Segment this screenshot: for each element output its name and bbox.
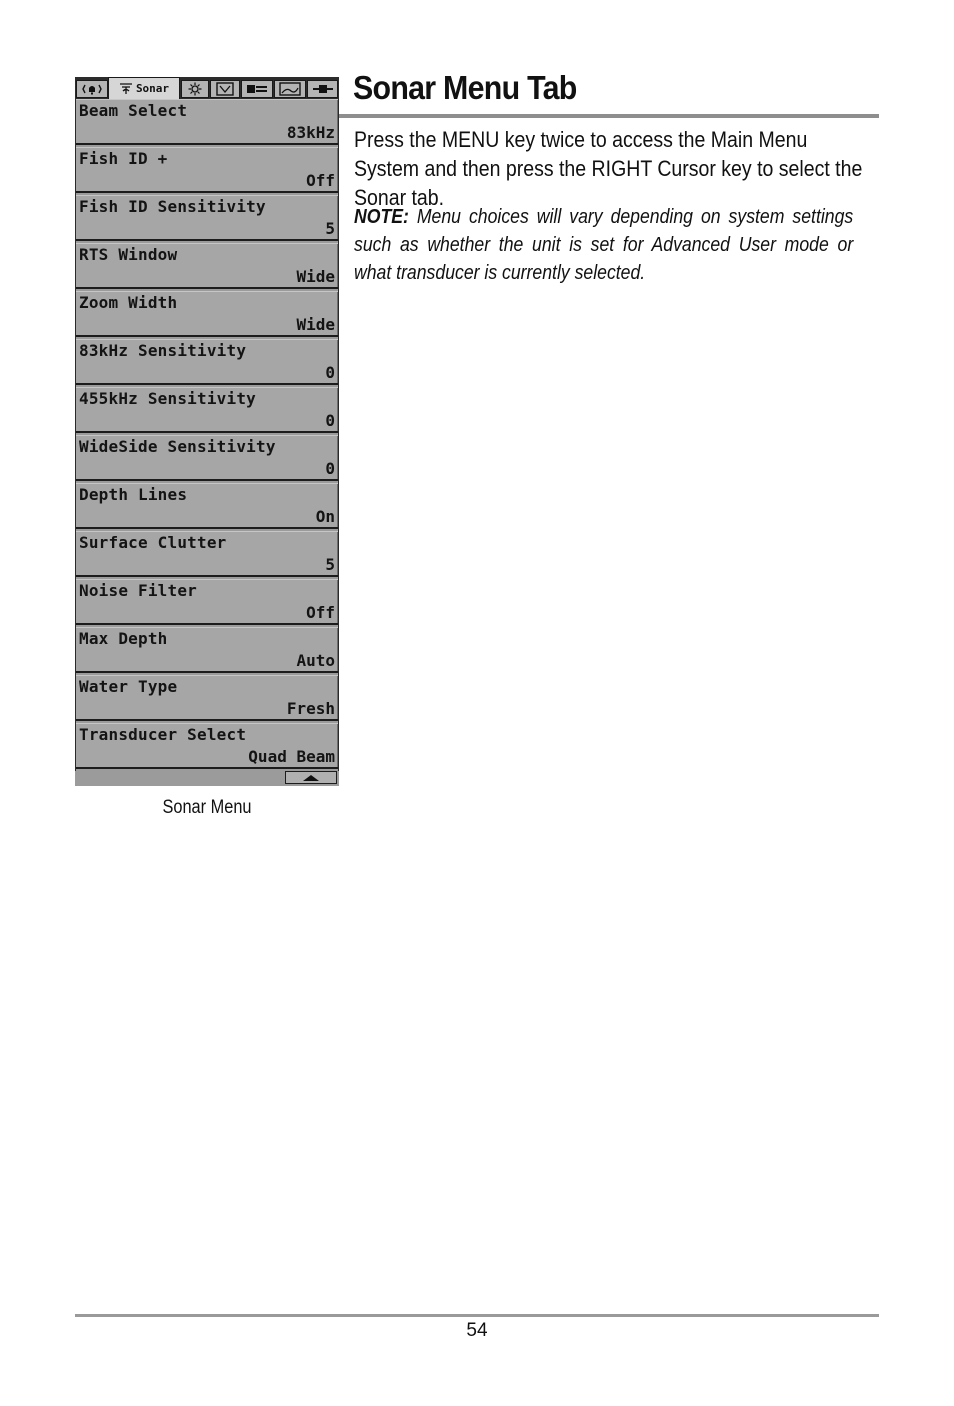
triangle-up-icon xyxy=(301,774,321,782)
menu-item-value: 5 xyxy=(325,555,335,574)
navigation-icon xyxy=(312,83,334,95)
setup-icon xyxy=(188,82,202,96)
menu-item-fish-id-plus[interactable] xyxy=(76,147,338,193)
menu-item-max-depth[interactable] xyxy=(76,627,338,673)
accessories-icon xyxy=(246,83,268,95)
menu-item-zoom-width[interactable] xyxy=(76,291,338,337)
menu-item-value: Fresh xyxy=(286,699,335,718)
menu-item-83khz-sensitivity[interactable] xyxy=(76,339,338,385)
menu-item-beam-select[interactable] xyxy=(76,99,338,145)
title-underline xyxy=(339,114,879,118)
menu-item-value: 5 xyxy=(325,219,335,238)
menu-item-value: On xyxy=(315,507,335,526)
tab-alarms[interactable] xyxy=(76,80,108,98)
sonar-menu-screenshot xyxy=(75,77,339,786)
menu-item-value: Off xyxy=(306,171,335,190)
scroll-up-button[interactable] xyxy=(285,771,337,784)
alarm-icon xyxy=(81,83,103,95)
menu-item-label: Fish ID Sensitivity xyxy=(79,197,266,216)
menu-item-wideside-sensitivity[interactable] xyxy=(76,435,338,481)
tab-views[interactable] xyxy=(210,80,240,98)
menu-item-label: Noise Filter xyxy=(79,581,197,600)
menu-item-rts-window[interactable] xyxy=(76,243,338,289)
menu-item-label: Transducer Select xyxy=(79,725,247,744)
menu-frame-right xyxy=(338,99,339,786)
menu-item-label: Water Type xyxy=(79,677,178,696)
menu-item-label: Fish ID + xyxy=(79,149,168,168)
menu-item-noise-filter[interactable] xyxy=(76,579,338,625)
section-title: Sonar Menu Tab xyxy=(353,69,577,106)
menu-item-surface-clutter[interactable] xyxy=(76,531,338,577)
menu-item-label: Beam Select xyxy=(79,101,188,120)
menu-item-label: 455kHz Sensitivity xyxy=(79,389,256,408)
menu-item-value: 0 xyxy=(325,363,335,382)
note-label: NOTE: xyxy=(354,206,409,228)
views-icon xyxy=(216,82,234,96)
tab-accessories[interactable] xyxy=(241,80,273,98)
menu-item-455khz-sensitivity[interactable] xyxy=(76,387,338,433)
menu-item-value: 0 xyxy=(325,459,335,478)
chart-icon xyxy=(279,82,301,96)
menu-item-label: 83kHz Sensitivity xyxy=(79,341,247,360)
menu-item-value: 83kHz xyxy=(286,123,335,142)
note-text: Menu choices will vary depending on system settings such as whether the unit is set for Advanced User mode or what transducer is currently selected. xyxy=(354,206,854,284)
menu-item-label: Zoom Width xyxy=(79,293,178,312)
menu-item-fish-id-sensitivity[interactable] xyxy=(76,195,338,241)
menu-item-depth-lines[interactable] xyxy=(76,483,338,529)
page-number: 54 xyxy=(466,1320,488,1341)
footer-rule xyxy=(75,1314,879,1317)
menu-tab-bar xyxy=(75,77,339,99)
menu-item-value: Auto xyxy=(296,651,335,670)
menu-item-label: RTS Window xyxy=(79,245,178,264)
menu-item-label: WideSide Sensitivity xyxy=(79,437,276,456)
figure-caption: Sonar Menu xyxy=(162,797,252,818)
menu-item-value: Wide xyxy=(296,267,335,286)
menu-item-label: Depth Lines xyxy=(79,485,188,504)
menu-item-value: Off xyxy=(306,603,335,622)
tab-setup[interactable] xyxy=(181,80,209,98)
note-paragraph xyxy=(354,203,853,287)
tab-sonar[interactable] xyxy=(108,77,180,99)
menu-item-label: Max Depth xyxy=(79,629,168,648)
sonar-icon xyxy=(119,83,133,95)
menu-item-value: Wide xyxy=(296,315,335,334)
menu-item-value: 0 xyxy=(325,411,335,430)
menu-item-water-type[interactable] xyxy=(76,675,338,721)
tab-chart[interactable] xyxy=(274,80,306,98)
tab-navigation[interactable] xyxy=(307,80,338,98)
menu-item-value: Quad Beam xyxy=(248,747,335,766)
menu-item-transducer-select[interactable] xyxy=(76,723,338,769)
tab-sonar-label: Sonar xyxy=(135,82,170,95)
menu-item-label: Surface Clutter xyxy=(79,533,227,552)
body-paragraph: Press the MENU key twice to access the Main Menu System and then press the RIGHT Cursor key to select the Sonar tab. xyxy=(354,127,863,210)
